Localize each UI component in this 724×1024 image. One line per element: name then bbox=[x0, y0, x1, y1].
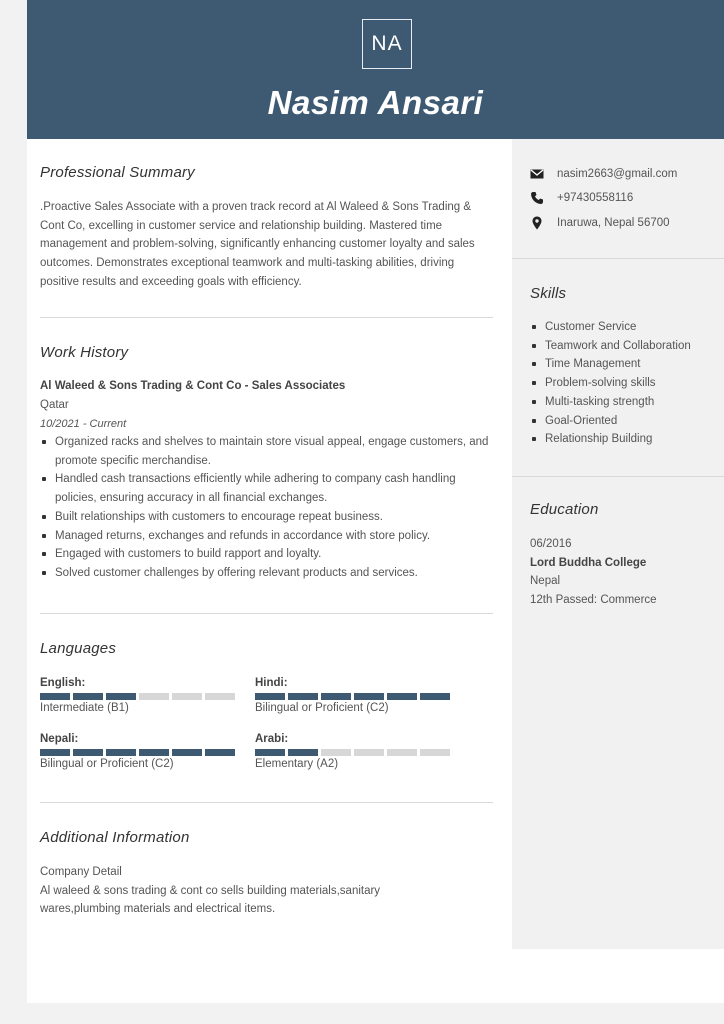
language-level-segment bbox=[420, 749, 450, 756]
language-level-segment bbox=[288, 749, 318, 756]
language-level-segment bbox=[73, 693, 103, 700]
resume-page bbox=[27, 0, 724, 1003]
contact-phone bbox=[530, 189, 633, 207]
job-bullet: Organized racks and shelves to maintain store visual appeal, engage customers, and promote specific merchandise. bbox=[40, 433, 495, 470]
education-school: Lord Buddha College bbox=[530, 556, 647, 569]
language-level-bar bbox=[255, 693, 455, 700]
sidebar bbox=[512, 139, 724, 949]
language-item bbox=[40, 732, 240, 771]
language-item bbox=[255, 732, 455, 771]
job-dates: 10/2021 - Current bbox=[40, 418, 127, 430]
email-text: nasim2663@gmail.com bbox=[557, 168, 678, 180]
education-date: 06/2016 bbox=[530, 538, 572, 550]
additional-info-heading: Company Detail bbox=[40, 866, 122, 878]
job-title: Al Waleed & Sons Trading & Cont Co - Sales Associates bbox=[40, 380, 346, 392]
language-level-segment bbox=[288, 693, 318, 700]
language-name: Hindi: bbox=[255, 677, 288, 689]
language-level: Bilingual or Proficient (C2) bbox=[255, 702, 389, 714]
job-bullet: Engaged with customers to build rapport and loyalty. bbox=[40, 545, 495, 564]
candidate-name: Nasim Ansari bbox=[267, 84, 484, 121]
language-level-segment bbox=[255, 749, 285, 756]
skill-item: Goal-Oriented bbox=[530, 412, 691, 431]
language-level-segment bbox=[106, 693, 136, 700]
monogram: NA bbox=[362, 19, 412, 69]
skills-list bbox=[530, 318, 691, 449]
summary-title: Professional Summary bbox=[40, 164, 195, 181]
language-level: Intermediate (B1) bbox=[40, 702, 129, 714]
language-level-segment bbox=[40, 693, 70, 700]
language-level-segment bbox=[205, 749, 235, 756]
additional-info-title: Additional Information bbox=[40, 829, 190, 846]
envelope-icon bbox=[530, 167, 544, 181]
language-level-bar bbox=[255, 749, 455, 756]
language-level-segment bbox=[387, 749, 417, 756]
location-text: Inaruwa, Nepal 56700 bbox=[557, 217, 670, 229]
language-name: English: bbox=[40, 677, 86, 689]
sidebar-divider-1 bbox=[512, 258, 724, 259]
language-level-segment bbox=[40, 749, 70, 756]
job-bullet: Built relationships with customers to encourage repeat business. bbox=[40, 508, 495, 527]
skill-item: Multi-tasking strength bbox=[530, 393, 691, 412]
language-level-segment bbox=[354, 749, 384, 756]
job-bullets bbox=[40, 433, 495, 583]
skill-item: Problem-solving skills bbox=[530, 374, 691, 393]
work-history-title: Work History bbox=[40, 344, 129, 361]
job-bullet: Managed returns, exchanges and refunds in accordance with store policy. bbox=[40, 527, 495, 546]
language-level: Bilingual or Proficient (C2) bbox=[40, 758, 174, 770]
language-level-segment bbox=[387, 693, 417, 700]
phone-text: +97430558116 bbox=[557, 192, 634, 204]
skill-item: Relationship Building bbox=[530, 430, 691, 449]
contact-email bbox=[530, 165, 677, 183]
language-item bbox=[40, 676, 240, 715]
language-level-segment bbox=[255, 693, 285, 700]
languages-title: Languages bbox=[40, 640, 117, 657]
skills-title: Skills bbox=[530, 285, 567, 302]
job-location: Qatar bbox=[40, 399, 69, 411]
language-level-segment bbox=[172, 693, 202, 700]
sidebar-divider-2 bbox=[512, 476, 724, 477]
language-level-bar bbox=[40, 749, 240, 756]
education-title: Education bbox=[530, 501, 599, 518]
language-level-segment bbox=[172, 749, 202, 756]
map-pin-icon bbox=[530, 216, 544, 230]
language-level-segment bbox=[321, 749, 351, 756]
main-divider-2 bbox=[40, 613, 493, 614]
language-level-segment bbox=[205, 693, 235, 700]
job-bullet: Handled cash transactions efficiently while adhering to company cash handling policies, ensuring accuracy in all financial exchanges. bbox=[40, 470, 495, 507]
language-level-segment bbox=[73, 749, 103, 756]
main-divider-3 bbox=[40, 802, 493, 803]
language-name: Nepali: bbox=[40, 733, 79, 745]
language-level-bar bbox=[40, 693, 240, 700]
contact-location bbox=[530, 214, 670, 232]
skill-item: Time Management bbox=[530, 355, 691, 374]
language-level-segment bbox=[139, 749, 169, 756]
language-level-segment bbox=[139, 693, 169, 700]
resume-header bbox=[27, 0, 724, 139]
education-degree: 12th Passed: Commerce bbox=[530, 594, 657, 607]
phone-icon bbox=[530, 191, 544, 205]
job-entry bbox=[40, 377, 495, 583]
language-level-segment bbox=[106, 749, 136, 756]
language-level: Elementary (A2) bbox=[255, 758, 339, 770]
language-level-segment bbox=[321, 693, 351, 700]
education-entry bbox=[530, 535, 657, 610]
skill-item: Customer Service bbox=[530, 318, 691, 337]
language-level-segment bbox=[420, 693, 450, 700]
additional-info-text: Al waleed & sons trading & cont co sells building materials,sanitary wares,plumbing materials and electrical items. bbox=[40, 884, 381, 916]
additional-info-block bbox=[40, 863, 440, 919]
language-name: Arabi: bbox=[255, 733, 289, 745]
job-bullet: Solved customer challenges by offering relevant products and services. bbox=[40, 564, 495, 583]
skill-item: Teamwork and Collaboration bbox=[530, 337, 691, 356]
education-location: Nepal bbox=[530, 575, 561, 588]
summary-text: .Proactive Sales Associate with a proven track record at Al Waleed & Sons Trading & Cont Co, excelling in customer service and relationship building. Mastered time management and problem-solving, significantly enhancing customer loyalty and sales outcomes. Demonstrates exceptional teamwork and multi-tasking abilities, driving positive results and exceeding goals with efficiency. bbox=[40, 201, 475, 288]
language-level-segment bbox=[354, 693, 384, 700]
main-divider-1 bbox=[40, 317, 493, 318]
language-item bbox=[255, 676, 455, 715]
